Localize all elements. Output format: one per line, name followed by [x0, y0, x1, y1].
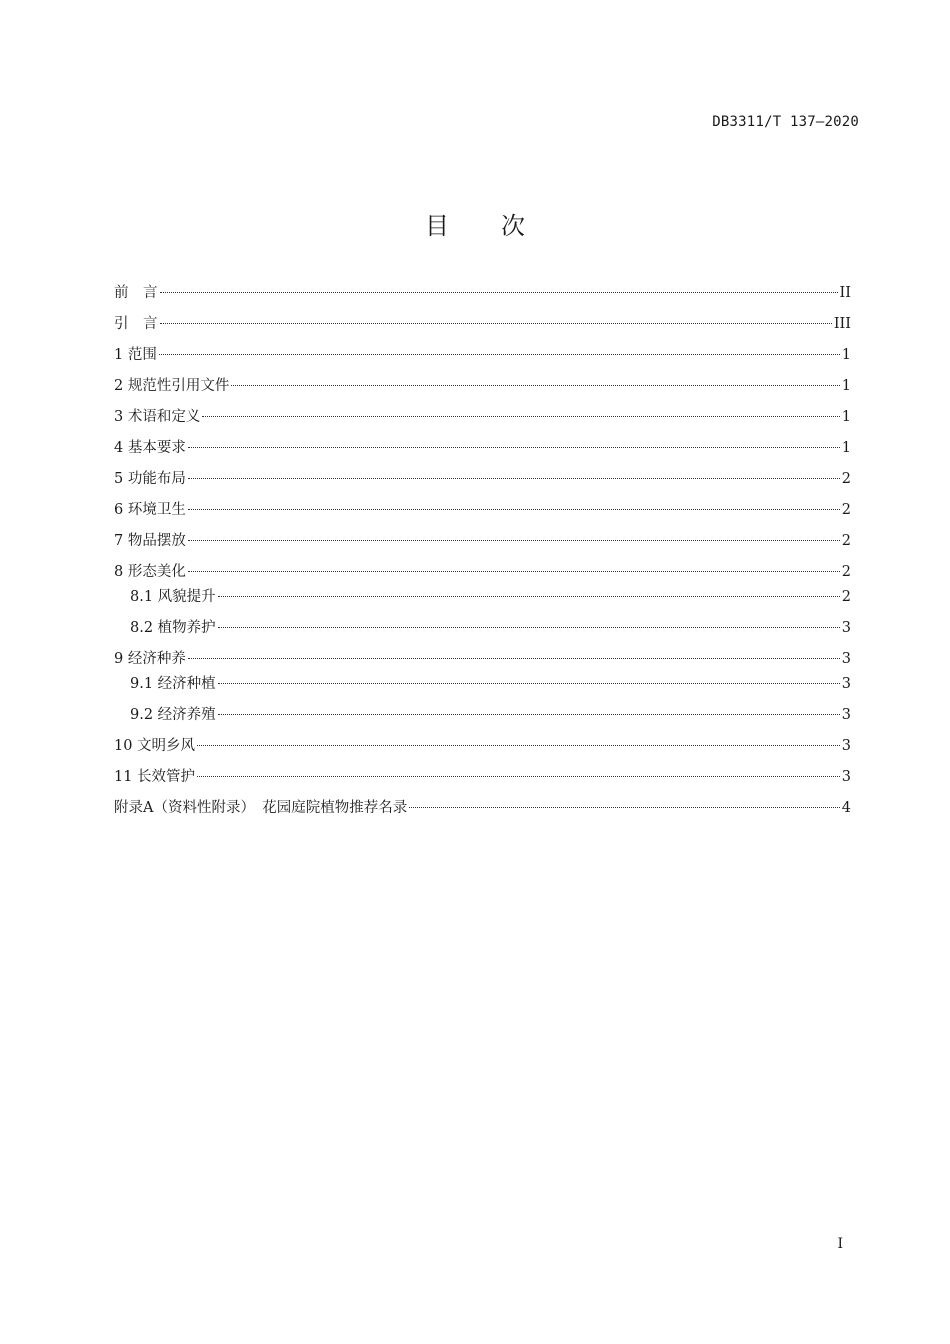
- toc-entry-page: 4: [841, 800, 851, 816]
- toc-entry[interactable]: [114, 562, 851, 582]
- toc-entry-label: 前 言: [114, 285, 158, 301]
- toc-dot-leader: [218, 683, 840, 684]
- toc-dot-leader: [160, 323, 832, 324]
- toc-entry[interactable]: [114, 736, 851, 756]
- toc-entry-page: III: [833, 316, 851, 332]
- toc-entry-page: 1: [841, 347, 851, 363]
- toc-entry[interactable]: [114, 649, 851, 669]
- toc-dot-leader: [218, 596, 840, 597]
- toc-entry-label: 2 规范性引用文件: [114, 378, 230, 394]
- toc-entry[interactable]: [114, 376, 851, 396]
- toc-entry-label: 6 环境卫生: [114, 502, 186, 518]
- toc-entry-page: 2: [841, 564, 851, 580]
- toc-dot-leader: [197, 776, 840, 777]
- toc-entry-page: 3: [841, 620, 851, 636]
- toc-entry-label: 9 经济种养: [114, 651, 186, 667]
- toc-entry-page: 3: [841, 738, 851, 754]
- toc-dot-leader: [231, 385, 839, 386]
- toc-dot-leader: [188, 658, 840, 659]
- toc-dot-leader: [188, 540, 840, 541]
- page-title: 目次: [425, 212, 577, 240]
- toc-dot-leader: [188, 447, 840, 448]
- toc-dot-leader: [202, 416, 839, 417]
- toc-entry-label: 引 言: [114, 316, 158, 332]
- toc-entry-label: 9.2 经济养殖: [130, 707, 216, 723]
- toc-entry-label: 10 文明乡风: [114, 738, 196, 754]
- toc-entry-label: 5 功能布局: [114, 471, 186, 487]
- toc-entry-label: 7 物品摆放: [114, 533, 186, 549]
- toc-entry[interactable]: [114, 407, 851, 427]
- toc-dot-leader: [188, 571, 840, 572]
- toc-entry-label: 8 形态美化: [114, 564, 186, 580]
- toc-entry-page: II: [839, 285, 851, 301]
- toc-entry[interactable]: [114, 618, 851, 638]
- toc-entry-label: 8.1 风貌提升: [130, 589, 216, 605]
- toc-entry[interactable]: [114, 500, 851, 520]
- toc-entry[interactable]: [114, 438, 851, 458]
- toc-entry[interactable]: [114, 314, 851, 334]
- toc-entry-page: 2: [841, 471, 851, 487]
- table-of-contents: [114, 283, 851, 818]
- toc-entry[interactable]: [114, 705, 851, 725]
- toc-entry-page: 1: [841, 409, 851, 425]
- toc-entry-label: 1 范围: [114, 347, 157, 363]
- toc-entry-page: 1: [841, 440, 851, 456]
- toc-dot-leader: [197, 745, 840, 746]
- toc-entry[interactable]: [114, 767, 851, 787]
- toc-dot-leader: [160, 292, 838, 293]
- toc-entry-page: 3: [841, 651, 851, 667]
- toc-entry[interactable]: [114, 469, 851, 489]
- toc-entry-page: 2: [841, 502, 851, 518]
- toc-dot-leader: [218, 627, 840, 628]
- toc-entry-page: 3: [841, 676, 851, 692]
- toc-entry[interactable]: [114, 283, 851, 303]
- toc-entry-page: 3: [841, 769, 851, 785]
- page-number: I: [837, 1236, 843, 1252]
- document-code: DB3311/T 137—2020: [712, 114, 859, 130]
- toc-dot-leader: [159, 354, 840, 355]
- toc-entry-page: 1: [841, 378, 851, 394]
- toc-dot-leader: [188, 509, 840, 510]
- toc-entry-page: 2: [841, 589, 851, 605]
- toc-entry-page: 2: [841, 533, 851, 549]
- toc-entry[interactable]: [114, 587, 851, 607]
- toc-entry-label: 附录A（资料性附录） 花园庭院植物推荐名录: [114, 800, 408, 816]
- toc-dot-leader: [409, 807, 840, 808]
- toc-entry-page: 3: [841, 707, 851, 723]
- toc-entry-label: 8.2 植物养护: [130, 620, 216, 636]
- toc-entry[interactable]: [114, 345, 851, 365]
- toc-dot-leader: [188, 478, 840, 479]
- toc-entry[interactable]: [114, 798, 851, 818]
- toc-entry[interactable]: [114, 674, 851, 694]
- toc-dot-leader: [218, 714, 840, 715]
- toc-entry-label: 11 长效管护: [114, 769, 196, 785]
- toc-entry-label: 9.1 经济种植: [130, 676, 216, 692]
- toc-entry-label: 3 术语和定义: [114, 409, 201, 425]
- toc-entry[interactable]: [114, 531, 851, 551]
- toc-entry-label: 4 基本要求: [114, 440, 186, 456]
